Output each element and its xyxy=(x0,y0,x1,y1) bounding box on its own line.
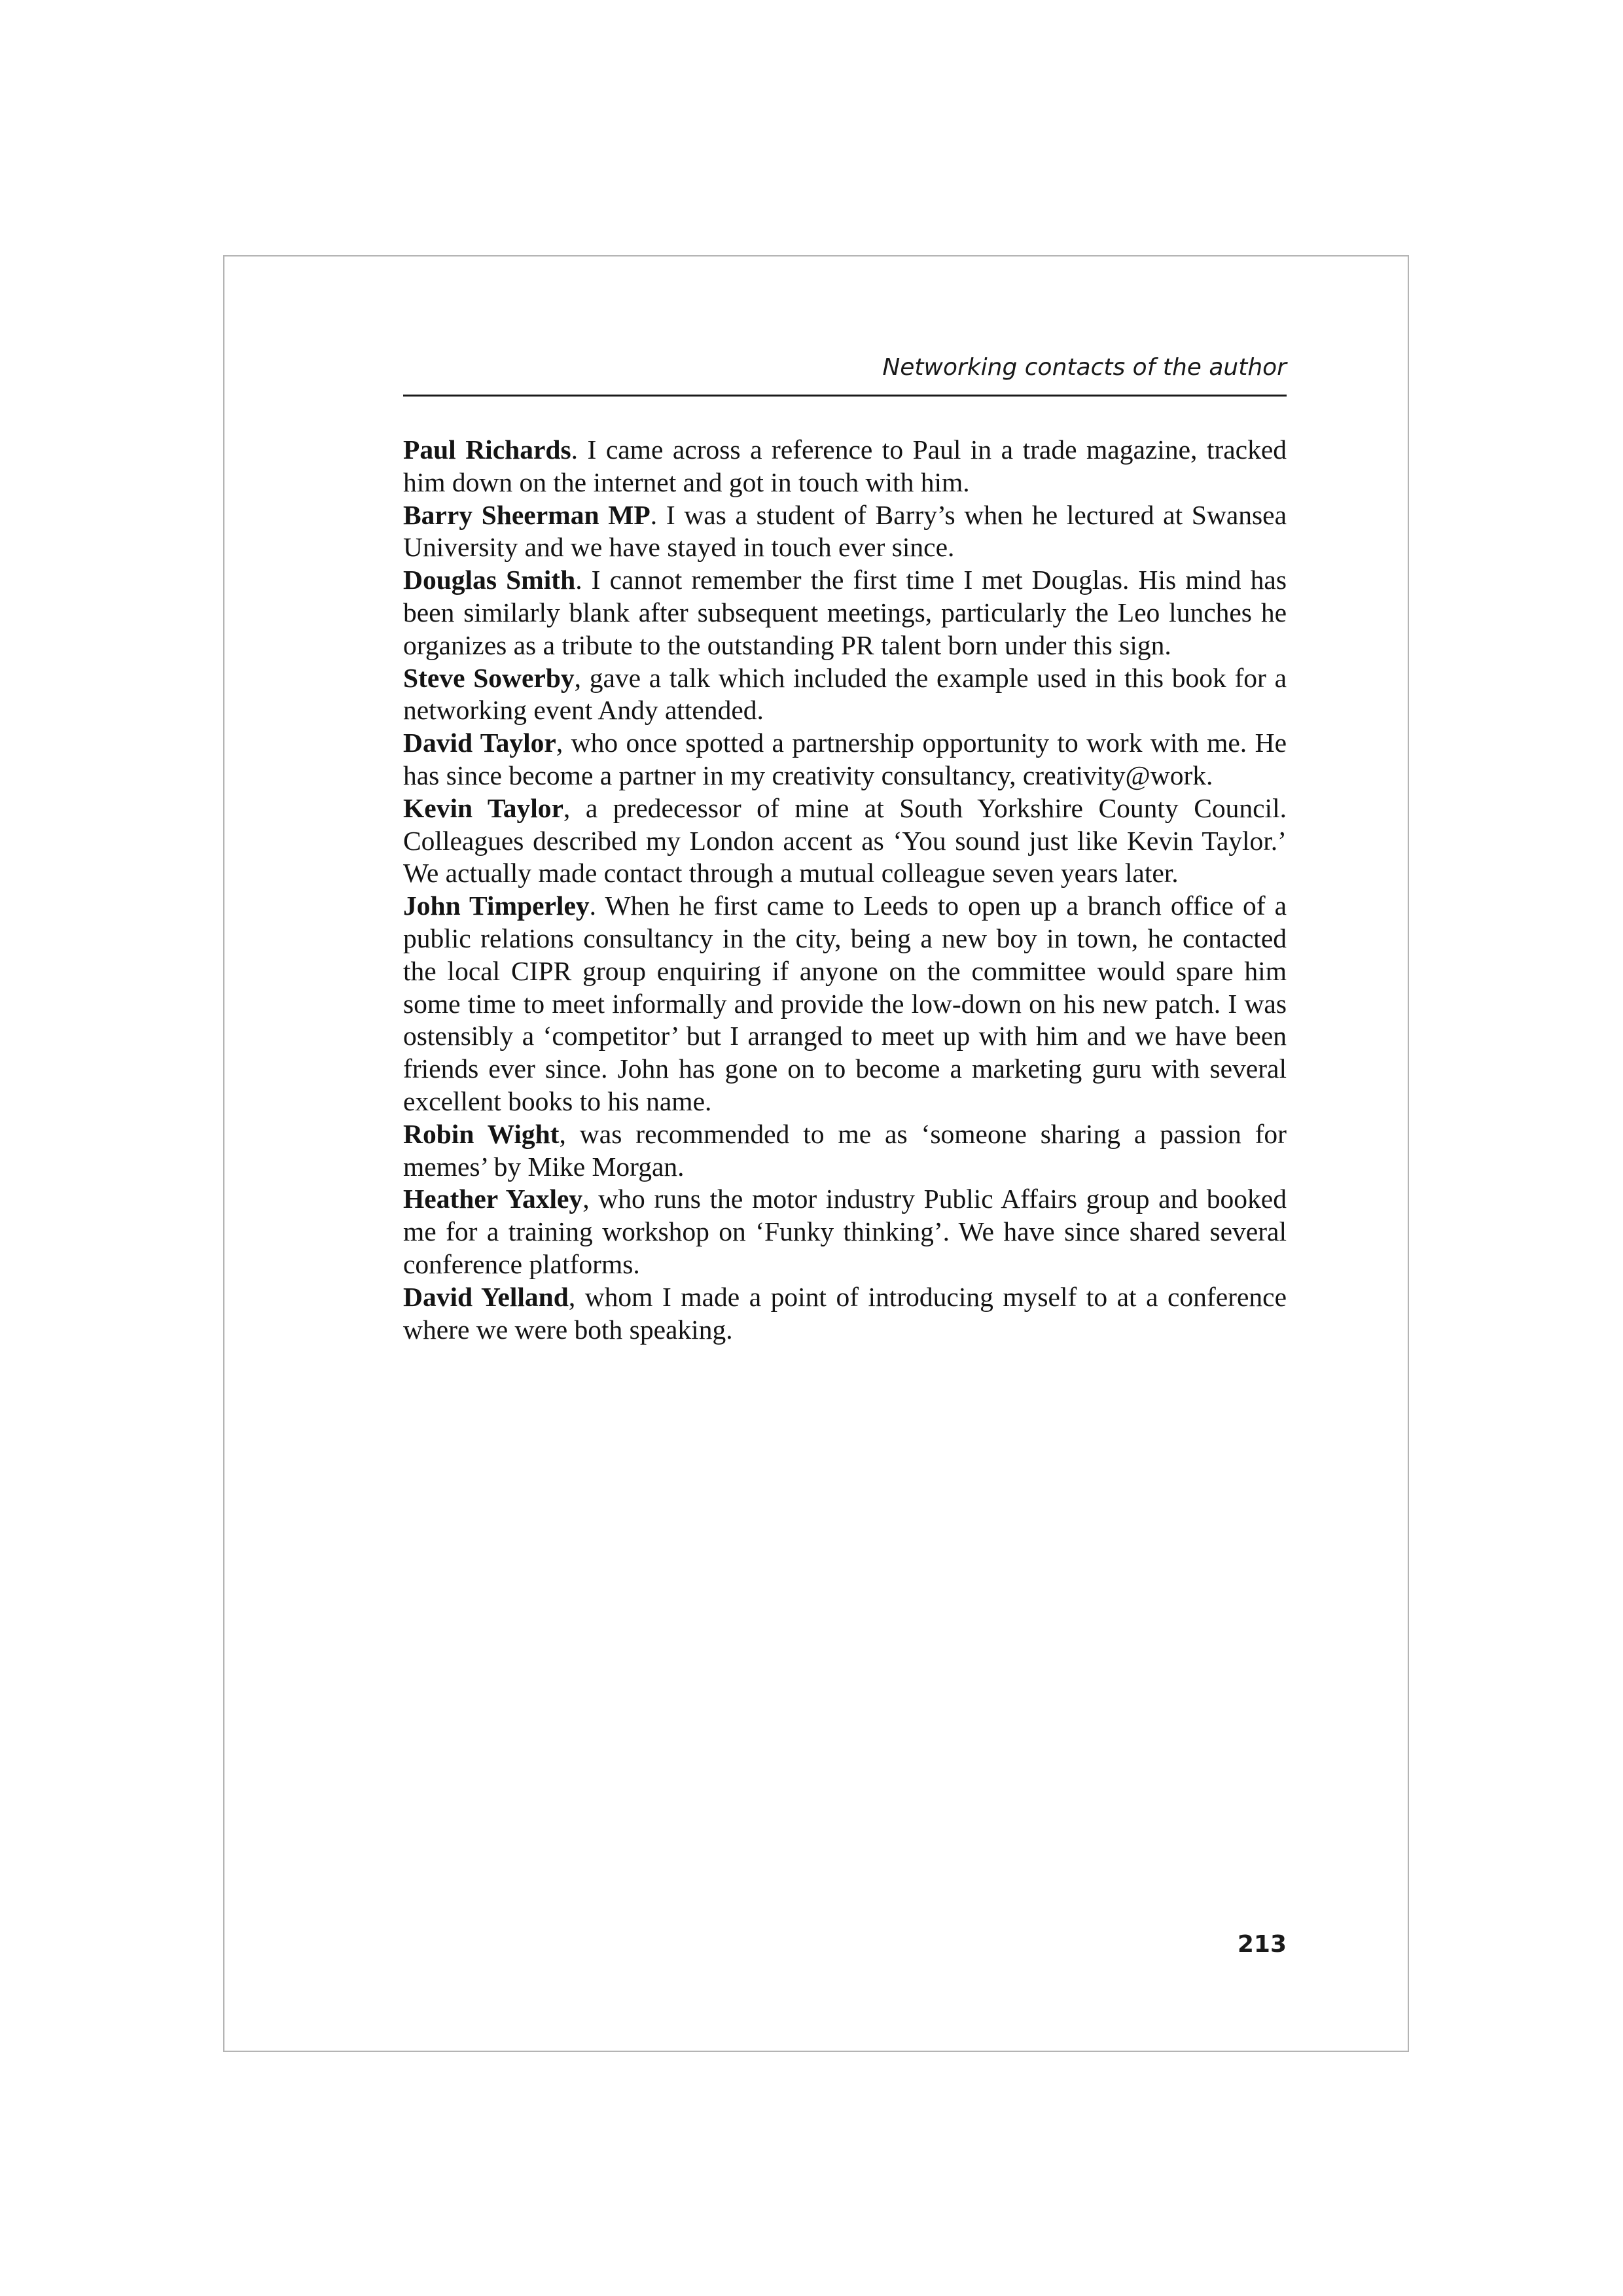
contact-entry-steve-sowerby xyxy=(403,662,1287,728)
contact-entry-john-timperley xyxy=(403,890,1287,1118)
contact-description: , who runs the motor industry Public Affairs group and booked me for a training workshop on ‘Funky thinking’. We have since shared several conference platforms. xyxy=(403,1184,1287,1279)
contact-description: , was recommended to me as ‘someone sharing a passion for memes’ by Mike Morgan. xyxy=(403,1118,1287,1182)
contact-entry-kevin-taylor xyxy=(403,792,1287,890)
contact-name: Barry Sheerman MP xyxy=(403,499,651,530)
contact-description: , gave a talk which included the example used in this book for a networking event Andy attended. xyxy=(403,662,1287,726)
contact-entry-david-yelland xyxy=(403,1281,1287,1347)
header-rule xyxy=(403,395,1287,397)
contact-entry-barry-sheerman xyxy=(403,499,1287,565)
contact-name: Paul Richards xyxy=(403,434,571,465)
contact-description: . I was a student of Barry’s when he lectured at Swansea University and we have stayed in touch ever since. xyxy=(403,499,1287,563)
contact-entry-david-taylor xyxy=(403,727,1287,792)
contact-description: . When he first came to Leeds to open up a branch office of a public relations consultancy in the city, being a new boy in town, he contacted the local CIPR group enquiring if anyone on the committee would spare him some time to meet informally and provide the low-down on his new patch. I was ostensibly a ‘competitor’ but I arranged to meet up with him and we have been friends ever since. John has gone on to become a marketing guru with several excellent books to his name. xyxy=(403,891,1287,1116)
contact-description: . I came across a reference to Paul in a trade magazine, tracked him down on the internet and got in touch with him. xyxy=(403,434,1287,497)
contact-entry-paul-richards xyxy=(403,434,1287,499)
contact-name: Kevin Taylor xyxy=(403,792,563,823)
contact-name: David Taylor xyxy=(403,728,556,758)
contact-name: Steve Sowerby xyxy=(403,662,575,693)
contact-name: Robin Wight xyxy=(403,1118,560,1149)
contact-name: John Timperley xyxy=(403,891,590,921)
contact-list xyxy=(403,434,1287,1346)
page-number: 213 xyxy=(1237,1931,1287,1958)
contact-description: , who once spotted a partnership opportunity to work with me. He has since become a partner in my creativity consultancy, creativity@work. xyxy=(403,728,1287,790)
contact-entry-douglas-smith xyxy=(403,564,1287,662)
contact-description: , whom I made a point of introducing myself to at a conference where we were both speaking. xyxy=(403,1281,1287,1345)
contact-description: , a predecessor of mine at South Yorkshire County Council. Colleagues described my London accent as ‘You sound just like Kevin Taylor.’ We actually made contact through a mutual colleague seven years later. xyxy=(403,792,1287,889)
contact-name: Heather Yaxley xyxy=(403,1184,583,1214)
contact-description: . I cannot remember the first time I met Douglas. His mind has been similarly blank after subsequent meetings, particularly the Leo lunches he organizes as a tribute to the outstanding PR talent born under this sign. xyxy=(403,565,1287,660)
contact-entry-robin-wight xyxy=(403,1118,1287,1184)
contact-entry-heather-yaxley xyxy=(403,1183,1287,1280)
running-head: Networking contacts of the author xyxy=(882,354,1287,381)
contact-name: Douglas Smith xyxy=(403,565,576,595)
contact-name: David Yelland xyxy=(403,1281,569,1312)
